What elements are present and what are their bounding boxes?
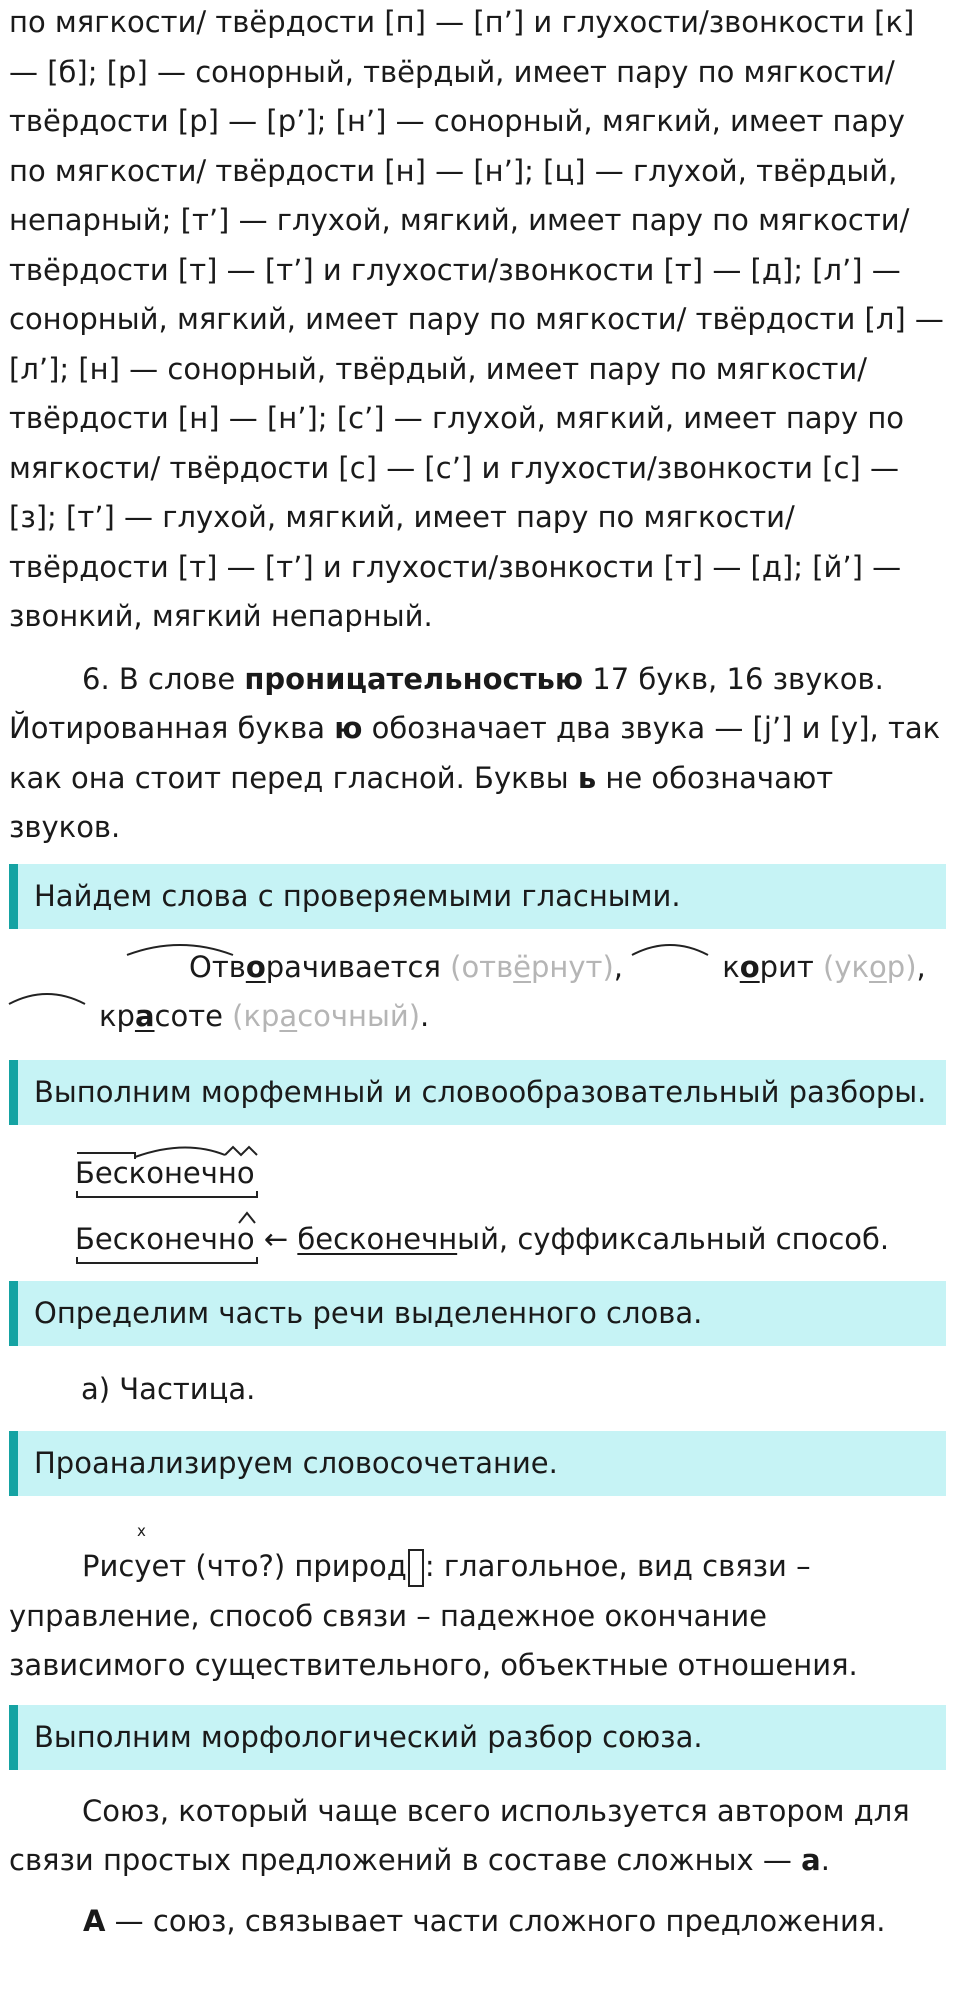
item6-mid2: обозначает два звука — [j’] и [у], так как она стоит перед гласной. Буквы bbox=[9, 711, 941, 795]
callout-phrase bbox=[9, 1431, 946, 1496]
item6-letter-yu: ю bbox=[334, 711, 363, 745]
morph-method: , суффиксальный способ. bbox=[498, 1221, 890, 1256]
word-otvorachivaetsya: Отворачивается bbox=[99, 943, 441, 993]
word-krasote: красоте bbox=[9, 992, 223, 1042]
page bbox=[9, 0, 949, 1946]
morph-word-1: Бесконечно bbox=[75, 1143, 255, 1203]
morph-marks-2 bbox=[75, 1209, 275, 1279]
morph-line-1 bbox=[9, 1143, 949, 1203]
callout-morpheme bbox=[9, 1060, 946, 1125]
item6-mid: 17 букв, 16 звуков. Йотированная буква bbox=[9, 661, 884, 745]
item-6-paragraph bbox=[9, 655, 949, 853]
check-word-2: (укор) bbox=[823, 949, 917, 984]
callout-morpheme-text: Выполним морфемный и словообразовательный разборы. bbox=[34, 1074, 927, 1109]
morph-marks-1 bbox=[75, 1143, 275, 1213]
callout-vowels bbox=[9, 864, 946, 929]
word-korit: корит bbox=[632, 943, 814, 993]
item6-letter-soft: ь bbox=[577, 760, 597, 795]
item6-prefix: 6. В слове bbox=[82, 661, 245, 696]
ending-box bbox=[408, 1549, 424, 1587]
source-word-stem: бесконечн bbox=[297, 1221, 458, 1256]
root-arc-2 bbox=[630, 941, 710, 957]
callout-phrase-text: Проанализируем словосочетание. bbox=[34, 1446, 558, 1480]
morph-line-2 bbox=[9, 1209, 949, 1269]
check-word-1: (отвёрнут) bbox=[450, 949, 614, 984]
callout-pos-text: Определим часть речи выделенного слова. bbox=[34, 1295, 703, 1330]
callout-vowels-text: Найдем слова с проверяемыми гласными. bbox=[34, 878, 681, 913]
root-arc-3 bbox=[7, 990, 87, 1006]
item6-tail: не обозначают звуков. bbox=[9, 760, 834, 844]
callout-pos bbox=[9, 1281, 946, 1346]
derivation-arrow: ← bbox=[263, 1221, 289, 1256]
morph-word-2: Бесконечно bbox=[75, 1209, 255, 1269]
pos-answer: а) Частица. bbox=[81, 1371, 256, 1406]
conj-paragraph-1: Союз, который чаще всего используется автором для связи простых предложений в составе сложных — а. bbox=[9, 1793, 910, 1877]
check-word-3: (красочный) bbox=[232, 999, 421, 1033]
callout-conj bbox=[9, 1705, 946, 1770]
phrase-analysis: Рисует (что?) природ : глагольное, вид связи – управление, способ связи – падежное окончание зависимого существительного, объектные отношения. bbox=[9, 1549, 858, 1682]
phrase-x-mark: х bbox=[137, 1522, 146, 1540]
callout-conj-text: Выполним морфологический разбор союза. bbox=[34, 1719, 703, 1754]
vowels-line: Отворачивается (отвёрнут), корит (укор), красоте (красочный). bbox=[9, 943, 949, 1042]
intro-paragraph: по мягкости/ твёрдости [п] — [п’] и глухости/звонкости [к] — [б]; [р] — сонорный, твёрдый, имеет пару по мягкости/ твёрдости [р] — [р’]; [н’] — сонорный, мягкий, имеет пару по мягкости/ твёрдости [н] — [н’]; [ц] — глухой, твёрдый, непарный; [т’] — глухой, мягкий, имеет пару по мягкости/ твёрдости [т] — [т’] и глухости/звонкости [т] — [д]; [л’] — сонорный, мягкий, имеет пару по мягкости/ твёрдости [л] — [л’]; [н] — сонорный, твёрдый, имеет пару по мягкости/ твёрдости [н] — [н’]; [с’] — глухой, мягкий, имеет пару по мягкости/ твёрдости [с] — [с’] и глухости/звонкости [с] — [з]; [т’] — глухой, мягкий, имеет пару по мягкости/ твёрдости [т] — [т’] и глухости/звонкости [т] — [д]; [й’] — звонкий, мягкий непарный. bbox=[9, 5, 944, 633]
item6-word: проницательностью bbox=[244, 661, 584, 696]
source-word-ending: ый bbox=[457, 1221, 499, 1256]
conj-paragraph-2: А — союз, связывает части сложного предложения. bbox=[83, 1903, 886, 1938]
